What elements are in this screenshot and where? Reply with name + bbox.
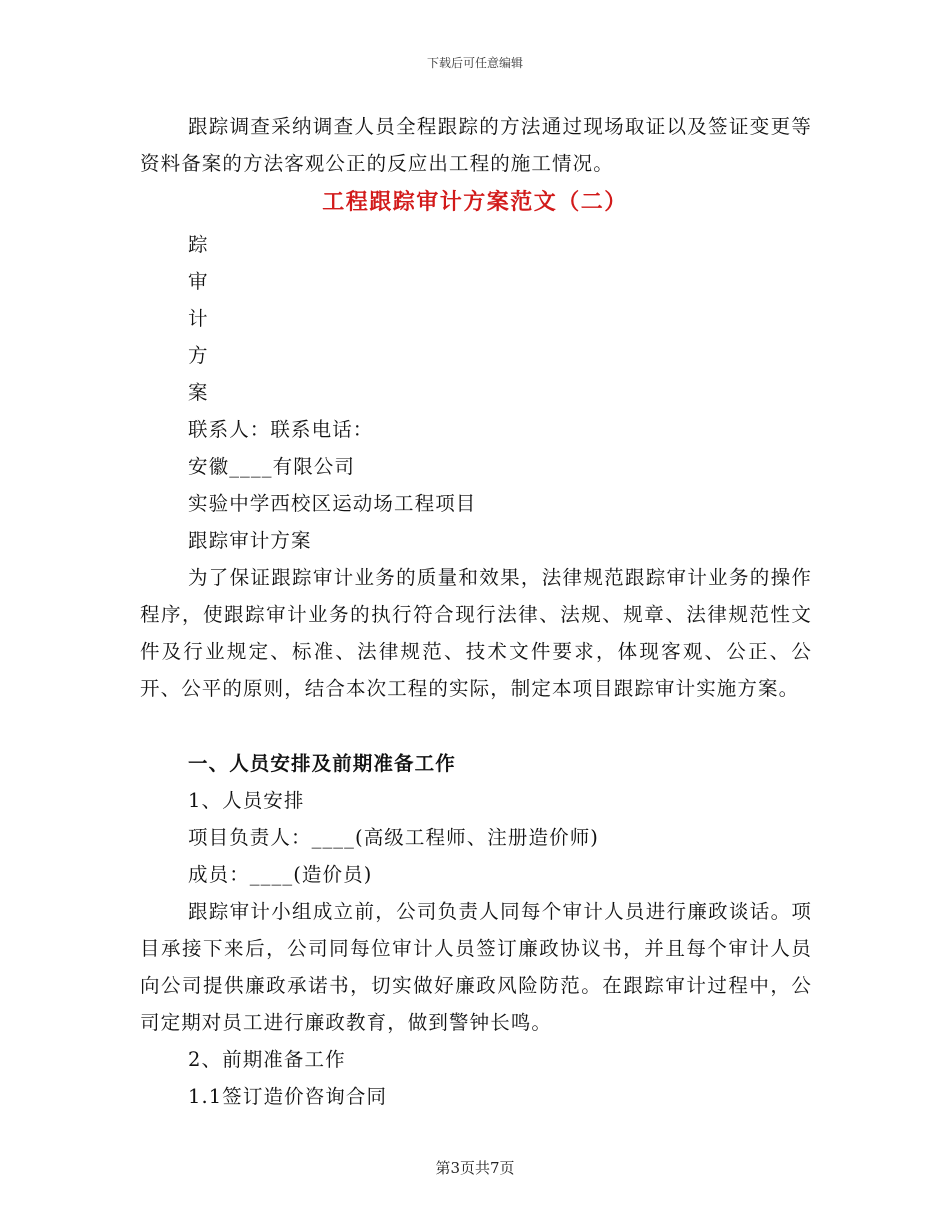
vertical-char: 案: [188, 381, 208, 404]
company-line: 安徽____有限公司: [188, 455, 355, 478]
integrity-paragraph: 跟踪审计小组成立前，公司负责人同每个审计人员进行廉政谈话。项目承接下来后，公司同每位审计人员签订廉政协议书，并且每个审计人员向公司提供廉政承诺书，切实做好廉政风险防范。在跟踪审计过程中，公司定期对员工进行廉政教育，做到警钟长鸣。: [140, 900, 812, 1034]
vertical-char: 方: [188, 344, 208, 367]
subsection-heading: 1、人员安排: [188, 789, 305, 812]
vertical-char: 计: [188, 307, 208, 330]
page-header: 下载后可任意编辑: [426, 56, 523, 70]
leader-line: 项目负责人：____(高级工程师、注册造价师): [188, 826, 600, 849]
intro-paragraph: 跟踪调查采纳调查人员全程跟踪的方法通过现场取证以及签证变更等资料备案的方法客观公正的反应出工程的施工情况。: [140, 115, 812, 175]
subsection-item: 1.1签订造价咨询合同: [188, 1085, 388, 1108]
section-heading: 一、人员安排及前期准备工作: [188, 752, 456, 775]
plan-name-line: 跟踪审计方案: [188, 529, 312, 552]
page-footer: 第3页共7页: [435, 1159, 515, 1177]
members-line: 成员：____(造价员): [188, 863, 373, 886]
contact-line: 联系人：联系电话：: [188, 418, 374, 441]
subsection-heading: 2、前期准备工作: [188, 1048, 346, 1071]
purpose-paragraph: 为了保证跟踪审计业务的质量和效果，法律规范跟踪审计业务的操作程序，使跟踪审计业务的执行符合现行法律、法规、规章、法律规范性文件及行业规定、标准、法律规范、技术文件要求，体现客观、公正、公开、公平的原则，结合本次工程的实际，制定本项目跟踪审计实施方案。: [140, 566, 812, 700]
vertical-char: 踪: [188, 233, 208, 256]
project-line: 实验中学西校区运动场工程项目: [188, 492, 477, 515]
vertical-char: 审: [188, 270, 208, 293]
document-title: 工程跟踪审计方案范文（二）: [322, 189, 628, 215]
